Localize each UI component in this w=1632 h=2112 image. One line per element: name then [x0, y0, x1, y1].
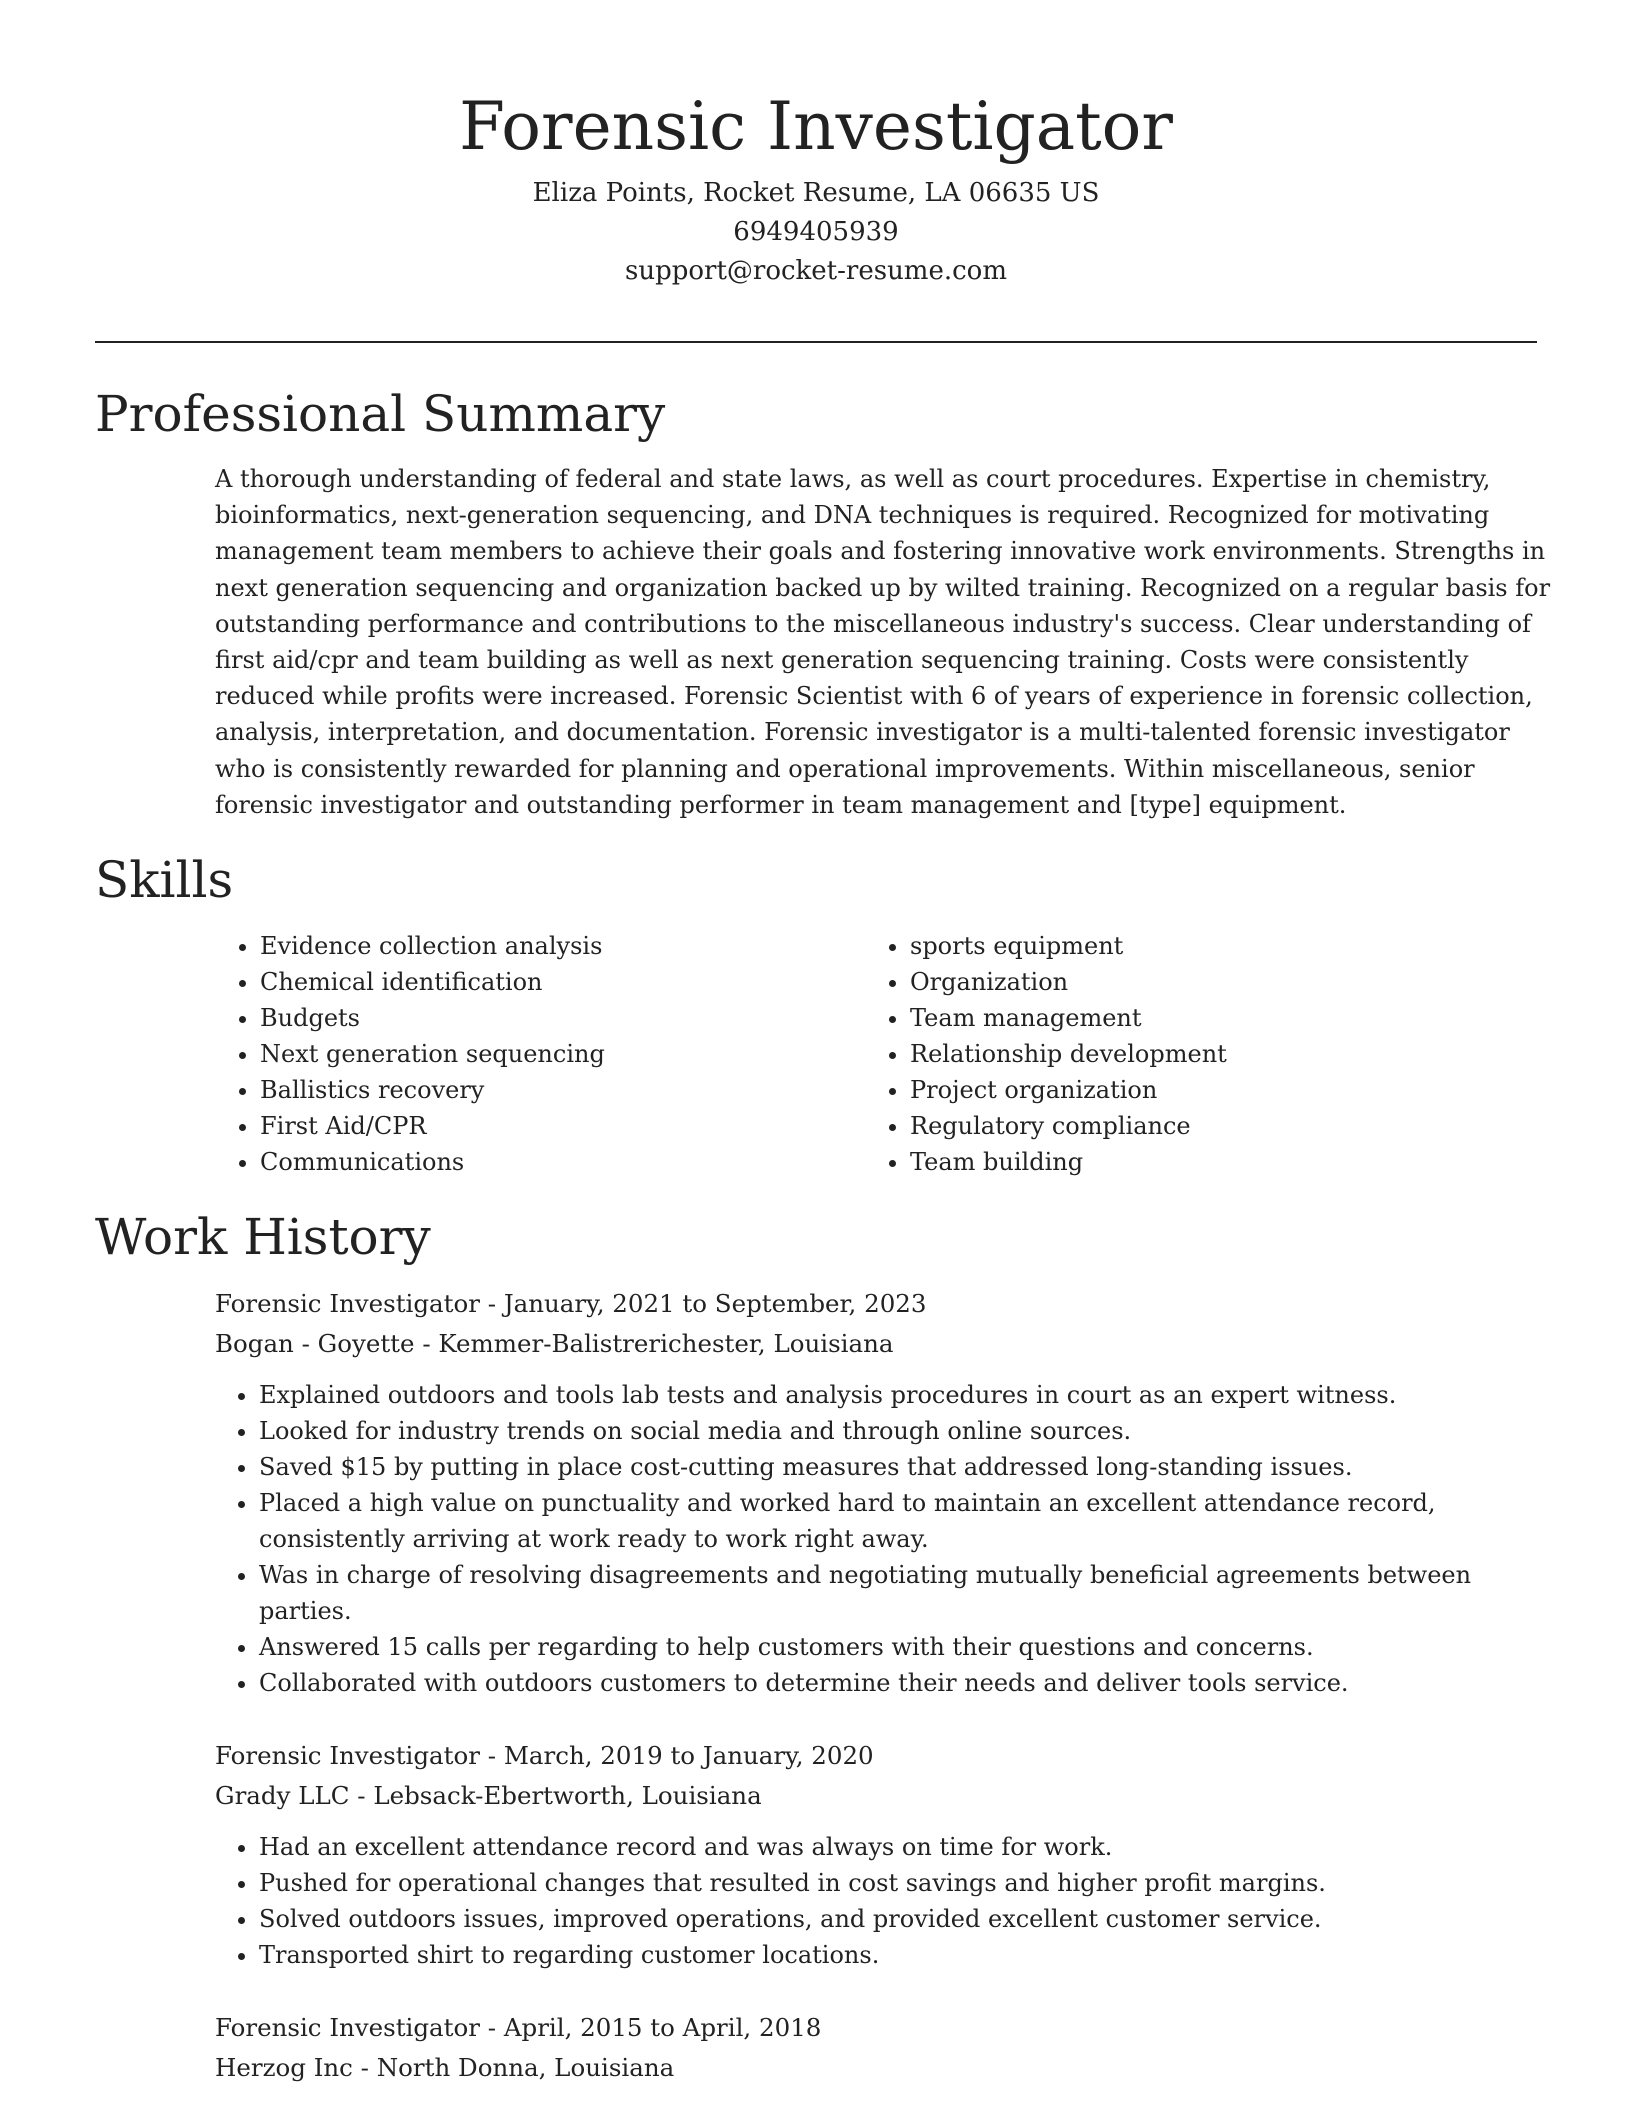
job-duty-item: • Solved outdoors issues, improved operations, and provided excellent customer service.: [259, 1901, 1555, 1937]
job-title-dates: Forensic Investigator - March, 2019 to January, 2020: [215, 1741, 874, 1770]
job-duty-item: • Transported shirt to regarding customer locations.: [259, 1937, 1555, 1973]
job-duty-item: • Had an excellent attendance record and was always on time for work.: [259, 1829, 1555, 1865]
skill-item: • Evidence collection analysis: [260, 928, 605, 964]
job-duties: [215, 1377, 1555, 1701]
job-company-location: Herzog Inc - North Donna, Louisiana: [215, 2053, 675, 2082]
skill-item: • Communications: [260, 1144, 605, 1180]
job-duty-item: • Saved $15 by putting in place cost-cutting measures that addressed long-standing issues.: [259, 1449, 1555, 1485]
skills-list-right: [866, 928, 1227, 1180]
skills-list-left: [216, 928, 605, 1180]
skill-item: • Relationship development: [910, 1036, 1227, 1072]
skills-heading: Skills: [95, 851, 234, 909]
contact-email: support@rocket-resume.com: [624, 256, 1007, 286]
job-entry: [215, 1736, 1555, 1973]
summary-heading: Professional Summary: [95, 385, 666, 443]
skill-item: • Ballistics recovery: [260, 1072, 605, 1108]
skill-item: • Next generation sequencing: [260, 1036, 605, 1072]
skill-item: • Team management: [910, 1000, 1227, 1036]
resume-title: Forensic Investigator: [459, 88, 1173, 165]
skill-item: • Project organization: [910, 1072, 1227, 1108]
job-duty-item: • Was in charge of resolving disagreements and negotiating mutually beneficial agreements between parties.: [259, 1557, 1555, 1629]
header-divider: [95, 341, 1537, 343]
summary-text: A thorough understanding of federal and state laws, as well as court procedures. Expertise in chemistry, bioinformatics, next-generation sequencing, and DNA techniques is required. Recognized for motivating management team members to achieve their goals and fostering innovative work environments. Strengths in next generation sequencing and organization backed up by wilted training. Recognized on a regular basis for outstanding performance and contributions to the miscellaneous industry's success. Clear understanding of first aid/cpr and team building as well as next generation sequencing training. Costs were consistently reduced while profits were increased. Forensic Scientist with 6 of years of experience in forensic collection, analysis, interpretation, and documentation. Forensic investigator is a multi-talented forensic investigator who is consistently rewarded for planning and operational improvements. Within miscellaneous, senior forensic investigator and outstanding performer in team management and [type] equipment.: [215, 465, 1551, 819]
resume-header: [95, 80, 1537, 291]
contact-address: Eliza Points, Rocket Resume, LA 06635 US: [532, 178, 1100, 208]
job-duty-item: • Explained outdoors and tools lab tests and analysis procedures in court as an expert witness.: [259, 1377, 1555, 1413]
job-entry: [215, 2008, 1555, 2088]
skill-item: • sports equipment: [910, 928, 1227, 964]
contact-phone: 6949405939: [733, 217, 899, 247]
job-duty-item: • Answered 15 calls per regarding to help customers with their questions and concerns.: [259, 1629, 1555, 1665]
job-duty-item: • Collaborated with outdoors customers to determine their needs and deliver tools service.: [259, 1665, 1555, 1701]
job-duties: [215, 1829, 1555, 1973]
job-title-dates: Forensic Investigator - April, 2015 to April, 2018: [215, 2013, 822, 2042]
job-duty-item: • Placed a high value on punctuality and worked hard to maintain an excellent attendance record, consistently arriving at work ready to work right away.: [259, 1485, 1555, 1557]
job-duty-item: • Pushed for operational changes that resulted in cost savings and higher profit margins.: [259, 1865, 1555, 1901]
job-duty-item: • Looked for industry trends on social media and through online sources.: [259, 1413, 1555, 1449]
skill-item: • Organization: [910, 964, 1227, 1000]
skill-item: • Regulatory compliance: [910, 1108, 1227, 1144]
work-history-heading: Work History: [95, 1208, 431, 1266]
job-company-location: Bogan - Goyette - Kemmer-Balistrerichester, Louisiana: [215, 1329, 894, 1358]
skill-item: • First Aid/CPR: [260, 1108, 605, 1144]
job-entry: [215, 1284, 1555, 1701]
job-title-dates: Forensic Investigator - January, 2021 to September, 2023: [215, 1289, 927, 1318]
skill-item: • Chemical identification: [260, 964, 605, 1000]
job-company-location: Grady LLC - Lebsack-Ebertworth, Louisiana: [215, 1781, 762, 1810]
skill-item: • Team building: [910, 1144, 1227, 1180]
skill-item: • Budgets: [260, 1000, 605, 1036]
